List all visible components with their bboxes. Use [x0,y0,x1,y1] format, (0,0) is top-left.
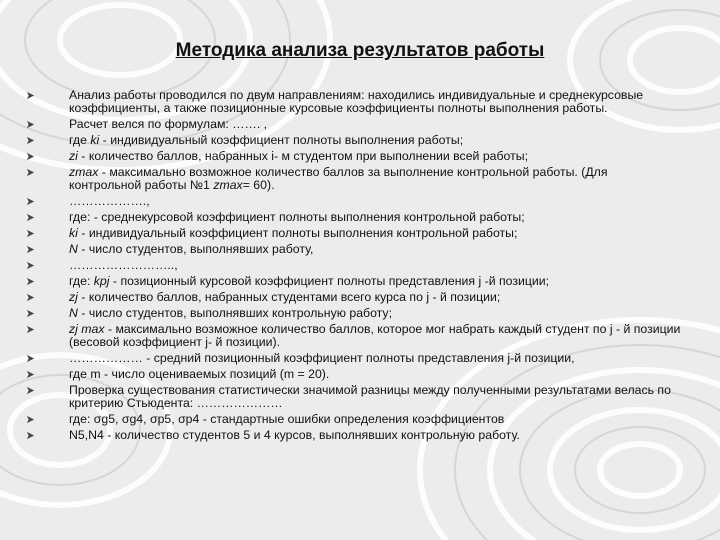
list-item [22,227,682,240]
italic-symbol: ki [90,133,100,147]
arrow-bullet-icon [26,152,35,161]
item-text: = 60). [242,178,275,192]
list-item [22,368,682,381]
arrow-bullet-icon [26,309,35,318]
bullet-list [22,89,682,445]
list-item [22,307,682,320]
list-item [22,429,682,442]
item-text: где m - число оцениваемых позиций (m = 20). [69,367,330,381]
item-text: Анализ работы проводился по двум направлениям: находились индивидуальные и среднекурсовые коэффициенты, а также позиционные курсовые коэффициенты полноты выполнения работы. [69,88,644,115]
item-text: Проверка существования статистически значимой разницы между полученными результатами велась по критерию Стьюдента: ………………… [69,383,671,410]
italic-symbol: ki [69,226,78,240]
list-item [22,323,682,349]
italic-symbol: N [69,242,78,256]
italic-symbol: N [69,306,78,320]
arrow-bullet-icon [26,354,35,363]
item-text: - индивидуальный коэффициент полноты выполнения контрольной работы; [77,226,518,240]
arrow-bullet-icon [26,245,35,254]
list-item [22,259,682,272]
list-item [22,89,682,115]
arrow-bullet-icon [26,213,35,222]
arrow-bullet-icon [26,370,35,379]
arrow-bullet-icon [26,136,35,145]
list-item [22,211,682,224]
item-text: - количество баллов, набранных студентами всего курса по j - й позиции; [77,290,501,304]
item-text: где: [69,274,94,288]
item-text: - число студентов, выполнявших контрольную работу; [77,306,393,320]
arrow-bullet-icon [26,431,35,440]
arrow-bullet-icon [26,325,35,334]
list-item [22,134,682,147]
item-text: где [69,133,91,147]
arrow-bullet-icon [26,261,35,270]
arrow-bullet-icon [26,415,35,424]
item-text: - максимально возможное количество баллов за выполнение контрольной работы. (Для контрольной работы №1 [69,165,608,192]
list-item [22,352,682,365]
list-item [22,275,682,288]
item-text: ……………… - средний позиционный коэффициент полноты представления j-й позиции, [69,351,575,365]
item-text: - максимально возможное количество баллов, которое мог набрать каждый студент по j - й позиции (весовой коэффициент j- й позиции). [69,322,681,349]
arrow-bullet-icon [26,120,35,129]
list-item [22,384,682,410]
item-text: ………………., [69,194,150,208]
arrow-bullet-icon [26,386,35,395]
arrow-bullet-icon [26,168,35,177]
arrow-bullet-icon [26,197,35,206]
item-text: - позиционный курсовой коэффициент полноты представления j -й позиции; [109,274,550,288]
arrow-bullet-icon [26,293,35,302]
italic-symbol: zmax [69,165,99,179]
item-text: Расчет велся по формулам: ……. , [69,117,268,131]
arrow-bullet-icon [26,91,35,100]
italic-symbol: zi [69,149,78,163]
list-item [22,118,682,131]
item-text: …………………….., [69,258,178,272]
list-item [22,150,682,163]
list-item [22,291,682,304]
list-item [22,243,682,256]
item-text: - количество баллов, набранных i- м студентом при выполнении всей работы; [77,149,529,163]
item-text: N5,N4 - количество студентов 5 и 4 курсов, выполнявших контрольную работу. [69,428,520,442]
italic-symbol: kpj [93,274,110,288]
item-text: - индивидуальный коэффициент полноты выполнения работы; [99,133,464,147]
arrow-bullet-icon [26,277,35,286]
item-text: где: σg5, σg4, σp5, σp4 - стандартные ошибки определения коэффициентов [69,412,505,426]
item-text: - число студентов, выполнявших работу, [77,242,314,256]
list-item [22,166,682,192]
list-item [22,413,682,426]
list-item [22,195,682,208]
italic-symbol: zmax [213,178,243,192]
arrow-bullet-icon [26,229,35,238]
item-text: где: - среднекурсовой коэффициент полноты выполнения контрольной работы; [69,210,525,224]
slide-title: Методика анализа результатов работы [175,40,545,61]
italic-symbol: zj max [69,322,105,336]
italic-symbol: zj [69,290,78,304]
